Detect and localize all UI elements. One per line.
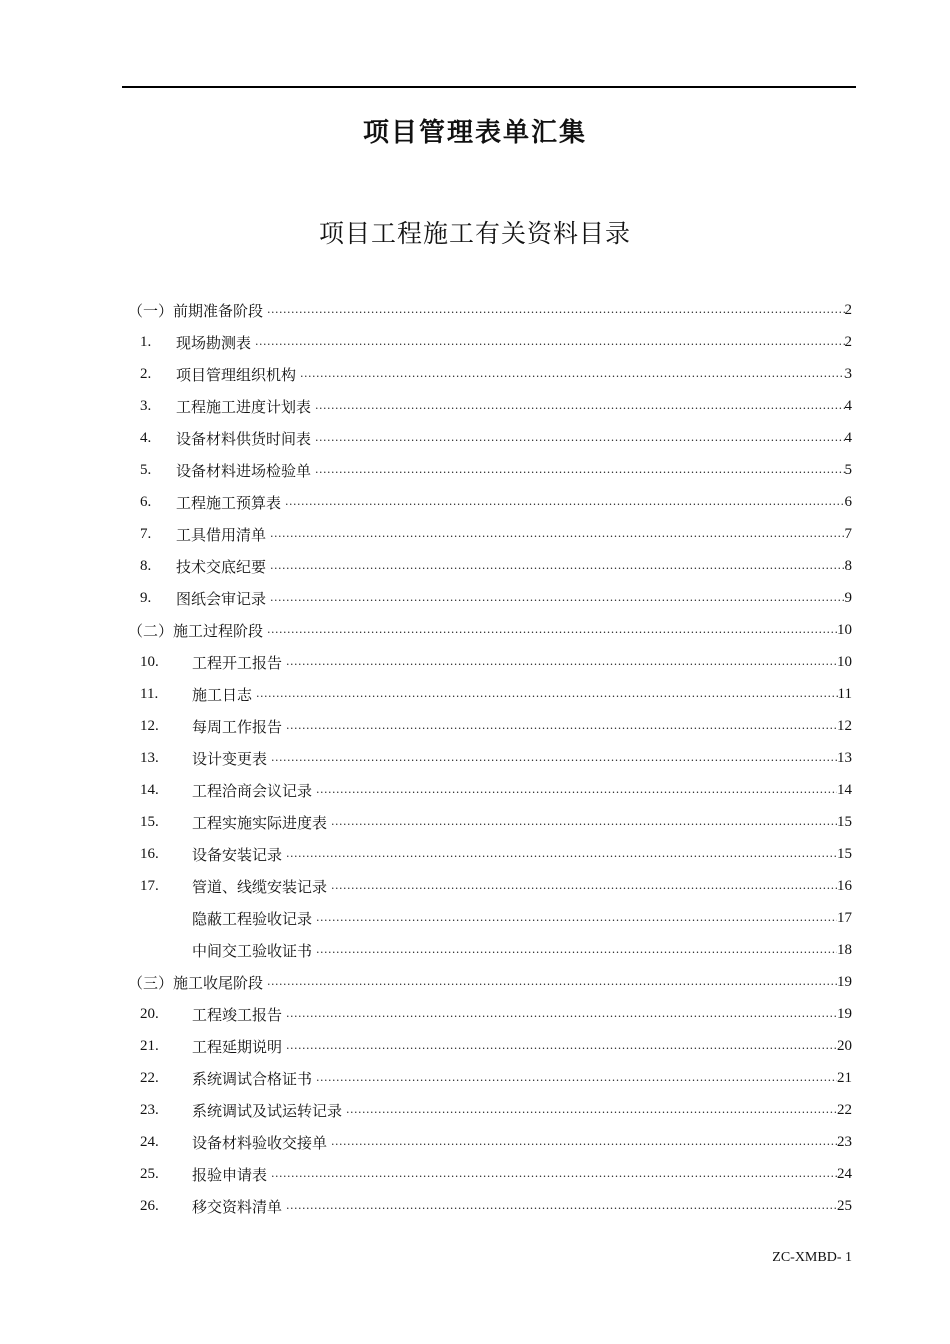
toc-entry-page: 2 [844,301,852,318]
toc-entry-page: 25 [837,1197,852,1214]
toc-entry-label: 系统调试及试运转记录 [192,1101,343,1120]
toc-dot-leader [286,710,837,742]
toc-entry-number: 21. [140,1037,159,1054]
toc-dot-leader [316,1062,837,1094]
toc-entry-number: 13. [140,749,159,766]
toc-entry-line [128,966,852,998]
toc-entry-number: 3. [140,397,152,414]
toc-entry-label: 现场勘测表 [176,333,252,352]
toc-entry-page: 15 [837,813,852,830]
toc-entry-label: 施工日志 [192,685,253,704]
toc-dot-leader [331,1126,837,1158]
toc-entry-line [192,838,852,870]
toc-entry-number: 10. [140,653,159,670]
toc-entry-label: 工具借用清单 [176,525,267,544]
toc-entry-page: 2 [844,333,852,350]
toc-entry-label: 工程延期说明 [192,1037,283,1056]
toc-dot-leader [267,294,844,326]
toc-entry-line [128,294,852,326]
toc-entry-line [176,326,852,358]
toc-entry-page: 19 [837,973,852,990]
toc-entry[interactable] [122,934,852,966]
toc-entry-line [192,902,852,934]
toc-entry-page: 5 [844,461,852,478]
toc-entry[interactable] [122,966,852,998]
toc-entry-number: 9. [140,589,152,606]
toc-entry[interactable] [122,1062,852,1094]
toc-entry-line [192,998,852,1030]
toc-dot-leader [270,582,844,614]
toc-dot-leader [315,390,844,422]
toc-entry-number: 16. [140,845,159,862]
toc-entry-page: 9 [844,589,852,606]
toc-entry-page: 10 [837,621,852,638]
toc-entry-number: 24. [140,1133,159,1150]
toc-entry-label: 技术交底纪要 [176,557,267,576]
toc-entry-label: 设备材料供货时间表 [176,429,312,448]
toc-entry-line [192,870,852,902]
toc-heading: 项目工程施工有关资料目录 [318,219,631,248]
toc-entry[interactable] [122,646,852,678]
toc-dot-leader [315,422,844,454]
toc-entry[interactable] [122,870,852,902]
toc-entry[interactable] [122,1030,852,1062]
toc-entry[interactable] [122,582,852,614]
toc-entry-page: 8 [844,557,852,574]
toc-entry-label: 系统调试合格证书 [192,1069,313,1088]
toc-entry-line [192,710,852,742]
toc-entry-label: 管道、线缆安装记录 [192,877,328,896]
toc-entry-label: （一）前期准备阶段 [128,301,264,320]
toc-entry-label: 工程施工进度计划表 [176,397,312,416]
table-of-contents [122,294,852,1222]
toc-entry-number: 14. [140,781,159,798]
toc-entry-page: 17 [837,909,852,926]
toc-entry[interactable] [122,1158,852,1190]
toc-entry-line [176,550,852,582]
toc-entry-line [192,806,852,838]
toc-entry-number: 20. [140,1005,159,1022]
toc-entry-line [176,582,852,614]
toc-dot-leader [316,774,837,806]
toc-entry-label: 报验申请表 [192,1165,268,1184]
toc-entry-page: 23 [837,1133,852,1150]
toc-entry-line [176,390,852,422]
toc-entry-page: 7 [844,525,852,542]
toc-entry-number: 5. [140,461,152,478]
toc-entry-line [128,614,852,646]
toc-entry-number: 22. [140,1069,159,1086]
toc-entry-page: 22 [837,1101,852,1118]
toc-entry-page: 10 [837,653,852,670]
toc-entry-label: 设备材料进场检验单 [176,461,312,480]
toc-entry[interactable] [122,838,852,870]
toc-entry-line [176,422,852,454]
toc-entry[interactable] [122,486,852,518]
toc-entry-line [192,742,852,774]
toc-entry-label: 工程施工预算表 [176,493,282,512]
toc-entry-page: 18 [837,941,852,958]
toc-entry-line [192,1158,852,1190]
toc-entry-line [176,518,852,550]
toc-entry-label: 每周工作报告 [192,717,283,736]
document-title: 项目管理表单汇集 [362,118,587,148]
toc-entry-label: （三）施工收尾阶段 [128,973,264,992]
toc-dot-leader [286,838,837,870]
toc-entry[interactable] [122,774,852,806]
toc-entry-line [192,678,852,710]
toc-entry[interactable] [122,902,852,934]
toc-dot-leader [331,806,837,838]
toc-dot-leader [270,518,844,550]
toc-entry-number: 4. [140,429,152,446]
toc-entry-label: 工程实施实际进度表 [192,813,328,832]
toc-dot-leader [331,870,837,902]
toc-dot-leader [286,646,837,678]
toc-dot-leader [300,358,844,390]
toc-entry[interactable] [122,294,852,326]
toc-entry[interactable] [122,358,852,390]
toc-dot-leader [316,902,837,934]
toc-entry-line [192,774,852,806]
toc-entry-number: 7. [140,525,152,542]
toc-entry-page: 21 [837,1069,852,1086]
toc-entry-page: 16 [837,877,852,894]
toc-entry-line [192,1030,852,1062]
toc-entry-label: 图纸会审记录 [176,589,267,608]
toc-entry[interactable] [122,518,852,550]
toc-entry-number: 26. [140,1197,159,1214]
toc-entry[interactable] [122,1094,852,1126]
toc-entry-label: 设备安装记录 [192,845,283,864]
toc-entry-page: 24 [837,1165,852,1182]
toc-entry-number: 23. [140,1101,159,1118]
toc-entry-page: 20 [837,1037,852,1054]
toc-dot-leader [286,1030,837,1062]
toc-entry-number: 11. [140,685,159,702]
toc-entry-label: 工程竣工报告 [192,1005,283,1024]
toc-dot-leader [271,742,837,774]
toc-entry-number: 2. [140,365,152,382]
toc-entry-number: 12. [140,717,159,734]
toc-entry[interactable] [122,390,852,422]
toc-entry[interactable] [122,422,852,454]
toc-entry-label: 中间交工验收证书 [192,941,313,960]
toc-dot-leader [286,1190,837,1222]
toc-entry-line [176,358,852,390]
header-rule [122,86,856,88]
toc-entry[interactable] [122,678,852,710]
toc-entry-page: 3 [844,365,852,382]
toc-entry-number: 6. [140,493,152,510]
toc-entry-number: 15. [140,813,159,830]
toc-entry[interactable] [122,1126,852,1158]
toc-entry-line [192,1190,852,1222]
toc-entry-line [192,1062,852,1094]
toc-entry-label: （二）施工过程阶段 [128,621,264,640]
toc-entry[interactable] [122,614,852,646]
toc-entry-label: 设计变更表 [192,749,268,768]
toc-dot-leader [270,550,844,582]
toc-entry-line [192,1126,852,1158]
toc-dot-leader [346,1094,837,1126]
toc-entry-page: 4 [844,429,852,446]
toc-entry-page: 11 [837,685,852,702]
toc-entry-number: 17. [140,877,159,894]
toc-dot-leader [285,486,844,518]
toc-entry-line [176,454,852,486]
toc-dot-leader [271,1158,837,1190]
toc-entry-page: 14 [837,781,852,798]
toc-entry-line [192,646,852,678]
toc-dot-leader [256,678,838,710]
toc-entry[interactable] [122,710,852,742]
toc-entry[interactable] [122,1190,852,1222]
toc-entry-number: 25. [140,1165,159,1182]
toc-entry-label: 隐蔽工程验收记录 [192,909,313,928]
toc-entry-page: 6 [844,493,852,510]
toc-entry-page: 13 [837,749,852,766]
page-footer-code: ZC-XMBD- 1 [772,1250,852,1265]
toc-entry[interactable] [122,550,852,582]
toc-entry-page: 19 [837,1005,852,1022]
toc-entry-label: 工程开工报告 [192,653,283,672]
toc-entry[interactable] [122,454,852,486]
toc-entry-page: 15 [837,845,852,862]
toc-entry-page: 12 [837,717,852,734]
toc-entry[interactable] [122,742,852,774]
toc-dot-leader [286,998,837,1030]
toc-entry[interactable] [122,326,852,358]
toc-dot-leader [267,614,837,646]
toc-entry-label: 设备材料验收交接单 [192,1133,328,1152]
toc-entry-line [192,934,852,966]
toc-dot-leader [315,454,844,486]
toc-entry-label: 移交资料清单 [192,1197,283,1216]
toc-entry-label: 工程洽商会议记录 [192,781,313,800]
toc-entry-line [176,486,852,518]
toc-entry-page: 4 [844,397,852,414]
toc-entry[interactable] [122,998,852,1030]
toc-dot-leader [255,326,844,358]
toc-entry-line [192,1094,852,1126]
toc-entry-number: 1. [140,333,152,350]
toc-entry-number: 8. [140,557,152,574]
toc-entry-label: 项目管理组织机构 [176,365,297,384]
toc-dot-leader [267,966,837,998]
toc-entry[interactable] [122,806,852,838]
toc-dot-leader [316,934,837,966]
